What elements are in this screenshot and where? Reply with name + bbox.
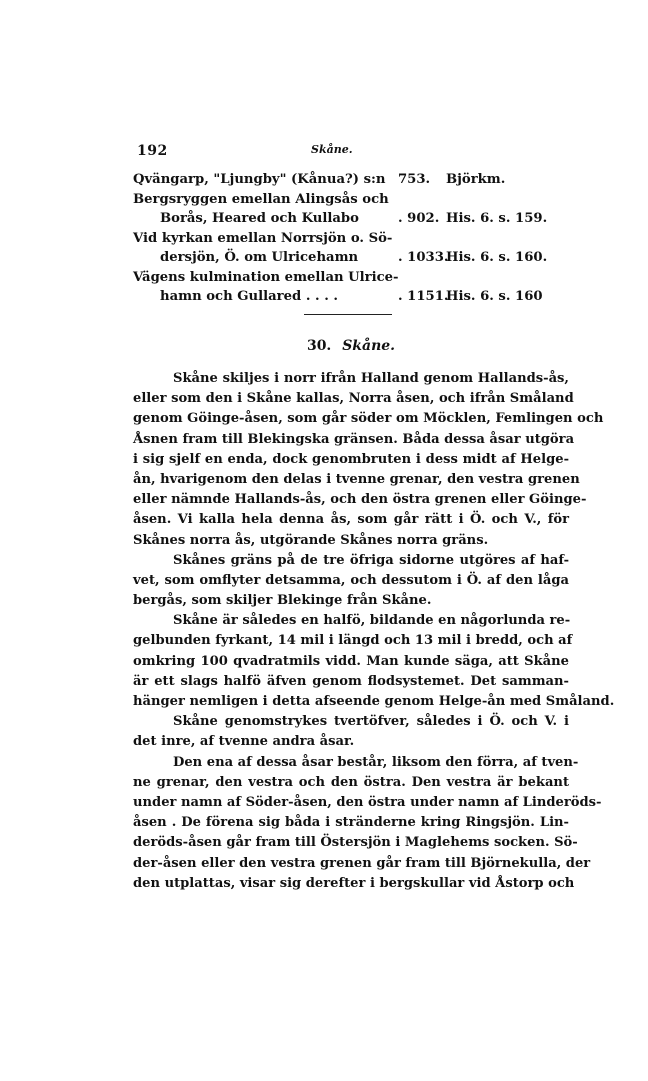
location-cell: Qvängarp, "Ljungby" (Kånua?) s:n	[133, 172, 386, 187]
location-cell: Vägens kulmination emellan Ulrice-	[133, 269, 399, 285]
elevation-cell: 753.	[398, 172, 431, 187]
section-heading	[133, 338, 569, 354]
body-text	[133, 369, 615, 894]
elevation-cell: . 902.	[398, 211, 440, 226]
text-line: den utplattas, visar sig derefter i bergskullar vid Åstorp och	[133, 875, 575, 891]
section-title: Skåne.	[342, 338, 396, 354]
table-row	[133, 287, 569, 307]
text-line: omkring 100 qvadratmils vidd. Man kunde säga, att Skåne	[133, 653, 569, 669]
section-number: 30.	[306, 338, 332, 354]
text-line: Åsnen fram till Blekingska gränsen. Båda dessa åsar utgöra	[133, 431, 575, 447]
text-line: bergås, som skiljer Blekinge från Skåne.	[133, 593, 432, 609]
location-cell: Vid kyrkan emellan Norrsjön o. Sö-	[133, 230, 393, 246]
elevation-cell: . 1151.	[398, 289, 449, 304]
text-line: eller som den i Skåne kallas, Norra åsen, och ifrån Småland	[133, 391, 574, 407]
text-line: genom Göinge-åsen, som går söder om Möcklen, Femlingen och	[133, 411, 604, 427]
text-line: ne grenar, den vestra och den östra. Den vestra är bekant	[133, 774, 569, 790]
text-line: Skånes gräns på de tre öfriga sidorne utgöres af haf-	[173, 552, 569, 568]
text-line: det inre, af tvenne andra åsar.	[133, 734, 355, 750]
text-line: vet, som omflyter detsamma, och dessutom i Ö. af den låga	[133, 572, 569, 588]
text-line: under namn af Söder-åsen, den östra under namn af Linderöds-	[133, 794, 602, 810]
text-line: i sig sjelf en enda, dock genombruten i dess midt af Helge-	[133, 451, 569, 467]
table-row	[133, 209, 569, 229]
table-row	[133, 229, 569, 249]
text-line: der-åsen eller den vestra grenen går fram till Björnekulla, der	[133, 855, 591, 871]
page-number: 192	[137, 143, 168, 159]
text-line: Skåne skiljes i norr ifrån Halland genom Hallands-ås,	[173, 371, 569, 386]
location-cell: hamn och Gullared . . . .	[160, 289, 338, 304]
text-line: ån, hvarigenom den delas i tvenne grenar, den vestra grenen	[133, 471, 580, 487]
text-line: är ett slags halfö äfven genom flodsystemet. Det samman-	[133, 673, 569, 689]
table-row	[133, 190, 569, 210]
source-cell: His. 6. s. 160.	[446, 250, 548, 265]
text-line: hänger nemligen i detta afseende genom Helge-ån med Småland.	[133, 694, 615, 709]
table-row	[133, 170, 569, 190]
text-line: gelbunden fyrkant, 14 mil i längd och 13 mil i bredd, och af	[133, 633, 573, 649]
location-cell: Borås, Heared och Kullabo	[160, 211, 359, 226]
running-head	[133, 143, 569, 163]
text-line: Skånes norra ås, utgörande Skånes norra gräns.	[133, 532, 489, 548]
text-line: eller nämnde Hallands-ås, och den östra grenen eller Göinge-	[133, 492, 587, 508]
elevation-cell: . 1033.	[398, 250, 449, 265]
location-cell: dersjön, Ö. om Ulricehamn	[160, 250, 359, 265]
table-row	[133, 268, 569, 288]
running-title: Skåne.	[311, 143, 353, 156]
table-row	[133, 248, 569, 268]
text-line: Skåne är således en halfö, bildande en någorlunda re-	[173, 613, 571, 629]
section-divider	[304, 314, 392, 315]
text-line: Den ena af dessa åsar består, liksom den förra, af tven-	[173, 754, 579, 770]
elevation-table	[133, 170, 569, 307]
source-cell: His. 6. s. 159.	[446, 211, 548, 226]
text-line: åsen. Vi kalla hela denna ås, som går rätt i Ö. och V., för	[133, 512, 569, 528]
text-line: deröds-åsen går fram till Östersjön i Maglehems socken. Sö-	[133, 835, 578, 851]
text-line: åsen . De förena sig båda i stränderne kring Ringsjön. Lin-	[133, 815, 569, 831]
source-cell: Björkm.	[446, 172, 506, 187]
text-line: Skåne genomstrykes tvertöfver, således i Ö. och V. i	[173, 714, 569, 730]
source-cell: His. 6. s. 160	[446, 289, 543, 304]
location-cell: Bergsryggen emellan Alingsås och	[133, 191, 389, 207]
